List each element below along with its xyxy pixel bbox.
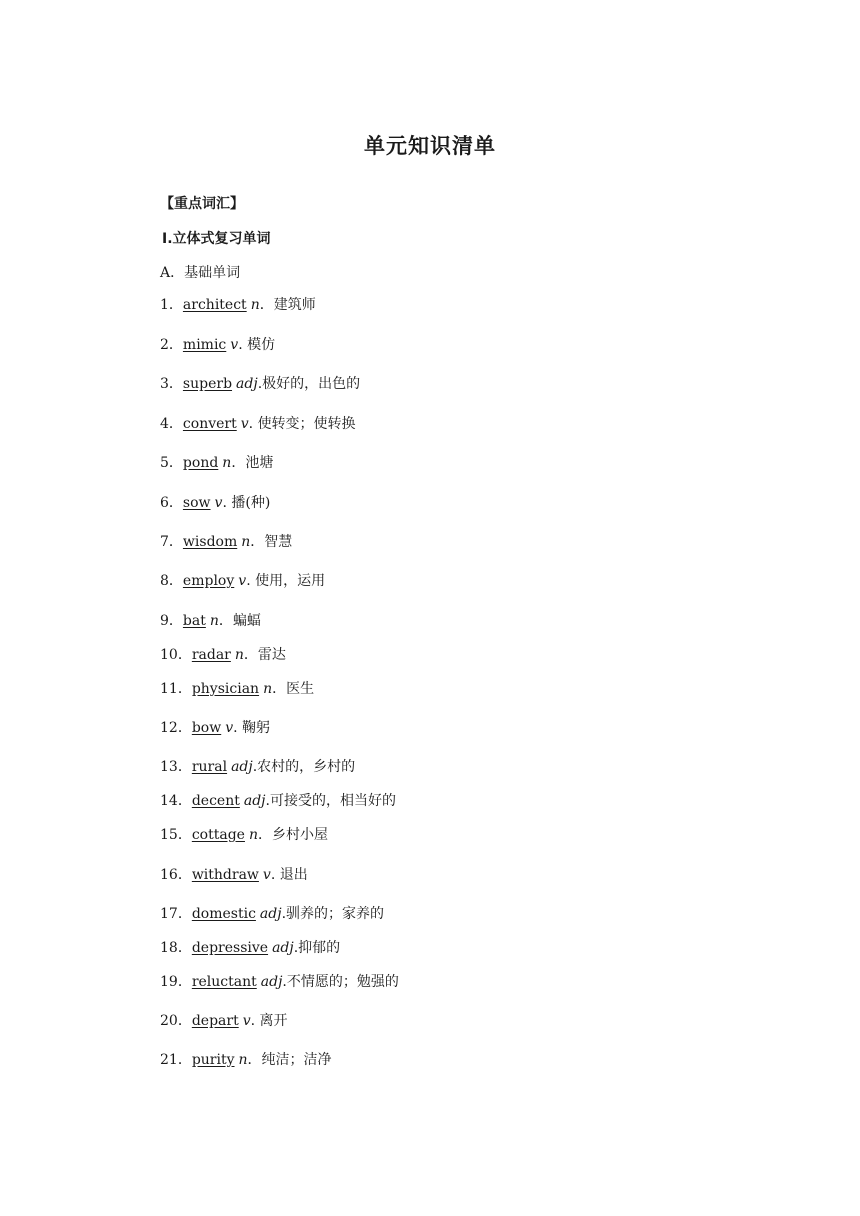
word-meaning: 医生: [286, 681, 315, 697]
item-number: 17．: [160, 906, 192, 922]
item-number: 9．: [160, 613, 183, 629]
list-item: [160, 375, 360, 393]
separator: .: [222, 495, 232, 511]
word-meaning: 农村的，乡村的: [257, 759, 356, 775]
list-item: [160, 719, 270, 737]
vocab-word: convert: [182, 416, 237, 432]
vocab-word: withdraw: [191, 867, 259, 883]
item-number: 12．: [160, 720, 192, 736]
part-of-speech: adj: [231, 759, 253, 775]
word-meaning: 池塘: [245, 455, 274, 471]
item-number: 5．: [160, 455, 183, 471]
item-number: 14．: [160, 793, 192, 809]
part-of-speech: adj: [259, 906, 282, 922]
list-item: [160, 572, 325, 590]
list-item: [160, 792, 396, 810]
part-of-speech: n: [250, 297, 260, 313]
vocab-word: mimic: [182, 337, 227, 353]
separator: .: [270, 867, 280, 883]
item-number: 6．: [160, 495, 183, 511]
part-of-speech: v: [230, 337, 239, 353]
word-meaning: 不情愿的；勉强的: [286, 974, 399, 990]
item-number: 3．: [160, 376, 183, 392]
separator: .: [265, 793, 270, 809]
word-meaning: 纯洁；洁净: [261, 1052, 332, 1068]
part-of-speech: n: [222, 455, 232, 471]
item-number: 21．: [160, 1052, 192, 1068]
word-meaning: 乡村小屋: [271, 827, 328, 843]
word-meaning: 使用，运用: [255, 573, 326, 589]
word-meaning: 鞠躬: [242, 720, 271, 736]
separator: ．: [259, 297, 274, 313]
vocab-word: pond: [182, 455, 219, 471]
vocab-word: depart: [191, 1013, 239, 1029]
separator: .: [281, 906, 287, 922]
word-meaning: 建筑师: [273, 297, 316, 313]
separator: .: [250, 1013, 260, 1029]
separator: ．: [243, 647, 258, 663]
list-item: [160, 905, 384, 923]
item-number: 2．: [160, 337, 183, 353]
separator: ．: [231, 455, 246, 471]
item-number: 7．: [160, 534, 183, 550]
subsection-heading: Ⅰ.立体式复习单词: [162, 231, 271, 247]
word-meaning: 驯养的；家养的: [286, 906, 385, 922]
separator: ．: [247, 1052, 262, 1068]
part-of-speech: v: [225, 720, 234, 736]
vocab-word: domestic: [191, 906, 256, 922]
vocab-word: bat: [182, 613, 206, 629]
vocab-word: depressive: [191, 940, 269, 956]
word-meaning: 雷达: [257, 647, 286, 663]
word-meaning: 可接受的，相当好的: [269, 793, 396, 809]
vocab-word: bow: [191, 720, 222, 736]
separator: ．: [272, 681, 287, 697]
vocab-word: purity: [191, 1052, 235, 1068]
list-item: [160, 939, 340, 957]
word-meaning: 蝙蝠: [232, 613, 261, 629]
part-of-speech: n: [234, 647, 244, 663]
vocab-word: wisdom: [182, 534, 238, 550]
word-meaning: 播(种): [231, 495, 271, 511]
list-item: [160, 454, 273, 472]
part-of-speech: v: [262, 867, 271, 883]
word-meaning: 离开: [259, 1013, 288, 1029]
separator: .: [246, 573, 256, 589]
page-title: 单元知识清单: [364, 134, 496, 158]
list-item: [160, 336, 275, 354]
part-of-speech: n: [248, 827, 258, 843]
vocab-word: cottage: [191, 827, 245, 843]
separator: .: [238, 337, 248, 353]
section-heading: 【重点词汇】: [160, 196, 244, 212]
list-item: [160, 826, 328, 844]
list-item: [160, 646, 286, 664]
part-of-speech: v: [214, 495, 223, 511]
list-item: [160, 494, 270, 512]
vocab-word: radar: [191, 647, 231, 663]
item-number: 15．: [160, 827, 192, 843]
vocab-word: reluctant: [191, 974, 257, 990]
category-heading: A．基础单词: [160, 265, 241, 281]
item-number: 4．: [160, 416, 183, 432]
item-number: 16．: [160, 867, 192, 883]
vocab-word: rural: [191, 759, 228, 775]
vocab-word: decent: [191, 793, 240, 809]
part-of-speech: v: [240, 416, 249, 432]
list-item: [160, 758, 355, 776]
vocab-word: employ: [182, 573, 235, 589]
item-number: 20．: [160, 1013, 192, 1029]
word-meaning: 抑郁的: [298, 940, 341, 956]
item-number: 13．: [160, 759, 192, 775]
part-of-speech: adj: [236, 376, 258, 392]
separator: .: [233, 720, 243, 736]
part-of-speech: n: [263, 681, 273, 697]
part-of-speech: n: [209, 613, 219, 629]
word-meaning: 退出: [279, 867, 308, 883]
list-item: [160, 612, 261, 630]
part-of-speech: n: [238, 1052, 248, 1068]
word-meaning: 极好的，出色的: [262, 376, 361, 392]
item-number: 1．: [160, 297, 183, 313]
list-item: [160, 973, 399, 991]
separator: ．: [250, 534, 265, 550]
separator: .: [252, 759, 258, 775]
separator: .: [282, 974, 287, 990]
list-item: [160, 866, 308, 884]
separator: .: [257, 376, 263, 392]
part-of-speech: adj: [260, 974, 283, 990]
list-item: [160, 533, 292, 551]
list-item: [160, 296, 316, 314]
item-number: 11．: [160, 681, 192, 697]
separator: ．: [257, 827, 272, 843]
word-meaning: 智慧: [264, 534, 293, 550]
item-number: 10．: [160, 647, 192, 663]
list-item: [160, 680, 314, 698]
part-of-speech: adj: [272, 940, 294, 956]
separator: ．: [218, 613, 233, 629]
item-number: 8．: [160, 573, 183, 589]
vocab-word: architect: [182, 297, 247, 313]
part-of-speech: v: [238, 573, 247, 589]
word-meaning: 模仿: [247, 337, 276, 353]
list-item: [160, 1012, 288, 1030]
vocab-word: superb: [182, 376, 233, 392]
word-meaning: 使转变；使转换: [257, 416, 356, 432]
item-number: 19．: [160, 974, 192, 990]
part-of-speech: v: [242, 1013, 251, 1029]
item-number: 18．: [160, 940, 192, 956]
list-item: [160, 415, 356, 433]
separator: .: [248, 416, 258, 432]
vocab-word: physician: [191, 681, 260, 697]
part-of-speech: adj: [243, 793, 266, 809]
vocab-word: sow: [182, 495, 211, 511]
part-of-speech: n: [241, 534, 251, 550]
separator: .: [293, 940, 299, 956]
list-item: [160, 1051, 332, 1069]
